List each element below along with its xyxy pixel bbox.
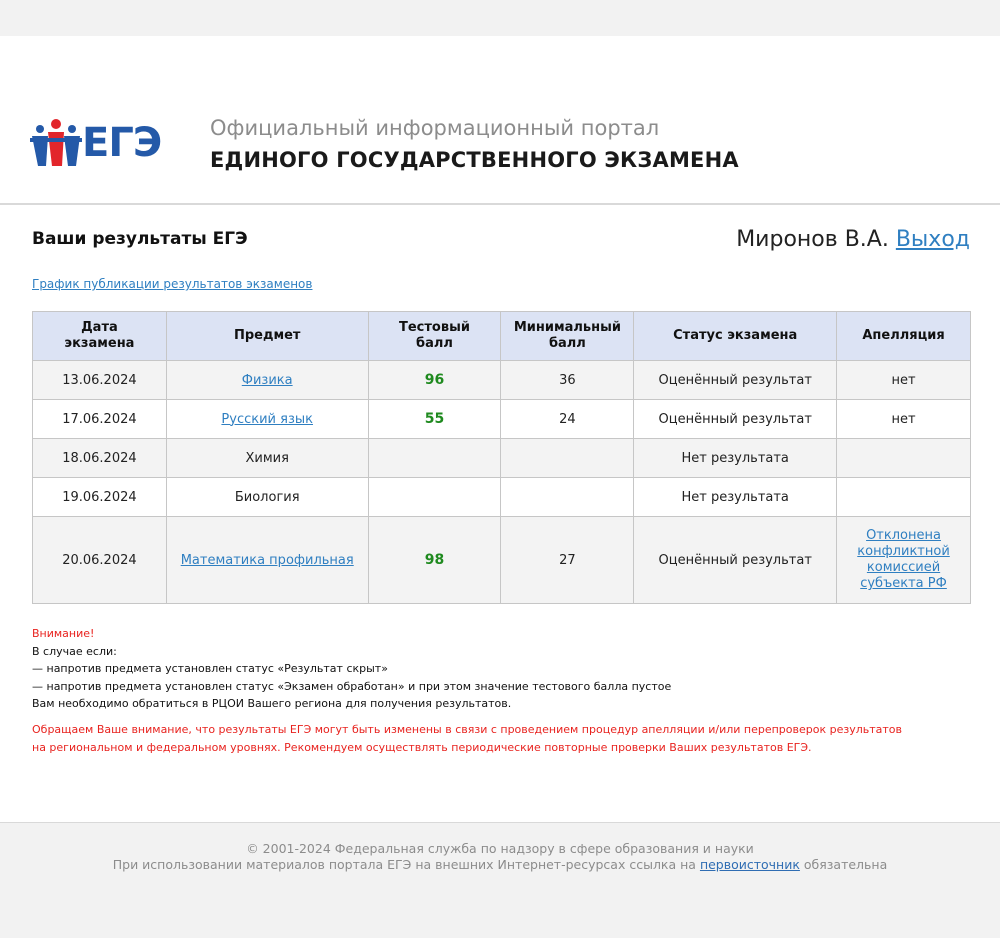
header-min-l1: Минимальный — [513, 320, 621, 335]
portal-subtitle: Официальный информационный портал — [210, 116, 660, 140]
warning-line-1: Обращаем Ваше внимание, что результаты ЕГЭ могут быть изменены в связи с проведением процедур апелляции и/или перепроверок результатов — [32, 723, 903, 736]
site-header — [0, 36, 1000, 205]
notes-block — [32, 625, 671, 713]
cell-appeal — [837, 439, 971, 478]
header-score-l1: Тестовый — [399, 320, 470, 335]
subject-link-russian[interactable]: Русский язык — [221, 411, 313, 427]
user-box — [736, 227, 970, 252]
cell-min: 24 — [501, 400, 634, 439]
cell-min — [501, 439, 634, 478]
footer-usage-suffix: обязательна — [803, 857, 888, 872]
score-value: 55 — [424, 411, 445, 427]
table-row — [33, 517, 971, 604]
cell-appeal — [837, 478, 971, 517]
top-strip — [0, 0, 1000, 36]
main-content — [0, 205, 1000, 822]
cell-date: 13.06.2024 — [33, 361, 167, 400]
header-score — [368, 312, 501, 361]
logo-text: ЕГЭ — [82, 120, 162, 166]
results-table — [32, 311, 971, 604]
logout-link[interactable]: Выход — [895, 227, 970, 252]
cell-score — [368, 400, 501, 439]
footer-source-link[interactable]: первоисточник — [699, 857, 800, 872]
notes-item-1: — напротив предмета установлен статус «Результат скрыт» — [32, 662, 388, 675]
cell-min: 27 — [501, 517, 634, 604]
cell-score — [368, 478, 501, 517]
appeal-l4: субъекта РФ — [860, 576, 947, 591]
header-status: Статус экзамена — [634, 312, 837, 361]
cell-status: Оценённый результат — [634, 517, 837, 604]
cell-date: 20.06.2024 — [33, 517, 167, 604]
cell-subject — [166, 400, 368, 439]
header-min — [501, 312, 634, 361]
cell-score — [368, 361, 501, 400]
table-row — [33, 400, 971, 439]
portal-title: ЕДИНОГО ГОСУДАРСТВЕННОГО ЭКЗАМЕНА — [210, 148, 739, 172]
cell-date: 19.06.2024 — [33, 478, 167, 517]
cell-appeal: нет — [837, 361, 971, 400]
schedule-link[interactable]: График публикации результатов экзаменов — [32, 277, 313, 291]
appeal-l3: комиссией — [866, 560, 941, 575]
header-score-l2: балл — [416, 336, 453, 351]
footer-copyright: © 2001-2024 Федеральная служба по надзору в сфере образования и науки — [246, 841, 754, 856]
appeal-l2: конфликтной — [857, 544, 950, 559]
appeal-l1: Отклонена — [866, 528, 941, 543]
table-row — [33, 361, 971, 400]
header-date-l2: экзамена — [64, 336, 135, 351]
notes-item-2: — напротив предмета установлен статус «Экзамен обработан» и при этом значение тестового балла пустое — [32, 679, 672, 693]
cell-appeal: нет — [837, 400, 971, 439]
cell-subject — [166, 517, 368, 604]
user-name: Миронов В.А. — [736, 227, 889, 252]
cell-score — [368, 439, 501, 478]
cell-subject: Химия — [166, 439, 368, 478]
subject-link-physics[interactable]: Физика — [241, 372, 293, 388]
warning-block — [32, 721, 932, 756]
cell-status: Нет результата — [634, 439, 837, 478]
header-min-l2: балл — [548, 336, 586, 351]
notes-case: В случае если: — [32, 644, 117, 658]
subject-link-math[interactable]: Математика профильная — [180, 552, 354, 568]
attention-label: Внимание! — [32, 627, 95, 640]
cell-min: 36 — [501, 361, 634, 400]
page-title: Ваши результаты ЕГЭ — [32, 229, 248, 249]
cell-score — [368, 517, 501, 604]
header-appeal: Апелляция — [837, 312, 971, 361]
cell-date: 17.06.2024 — [33, 400, 167, 439]
header-subject: Предмет — [166, 312, 368, 361]
cell-status: Оценённый результат — [634, 400, 837, 439]
cell-appeal — [837, 517, 971, 604]
cell-status: Оценённый результат — [634, 361, 837, 400]
footer-usage-prefix: При использовании материалов портала ЕГЭ на внешних Интернет-ресурсах ссылка на — [112, 857, 696, 872]
cell-status: Нет результата — [634, 478, 837, 517]
cell-subject — [166, 361, 368, 400]
notes-contact: Вам необходимо обратиться в РЦОИ Вашего региона для получения результатов. — [32, 697, 512, 710]
header-date — [33, 312, 167, 361]
cell-min — [501, 478, 634, 517]
table-row — [33, 478, 971, 517]
cell-date: 18.06.2024 — [33, 439, 167, 478]
score-value: 96 — [424, 372, 445, 388]
table-header-row — [33, 312, 971, 361]
score-value: 98 — [424, 552, 445, 568]
table-row — [33, 439, 971, 478]
header-date-l1: Дата — [81, 320, 118, 335]
site-footer — [0, 822, 1000, 938]
footer-usage — [0, 857, 1000, 872]
cell-subject: Биология — [166, 478, 368, 517]
appeal-status-link[interactable] — [857, 528, 950, 592]
warning-line-2: на региональном и федеральном уровнях. Рекомендуем осуществлять периодические повторные проверки Ваших результатов ЕГЭ. — [32, 740, 812, 754]
